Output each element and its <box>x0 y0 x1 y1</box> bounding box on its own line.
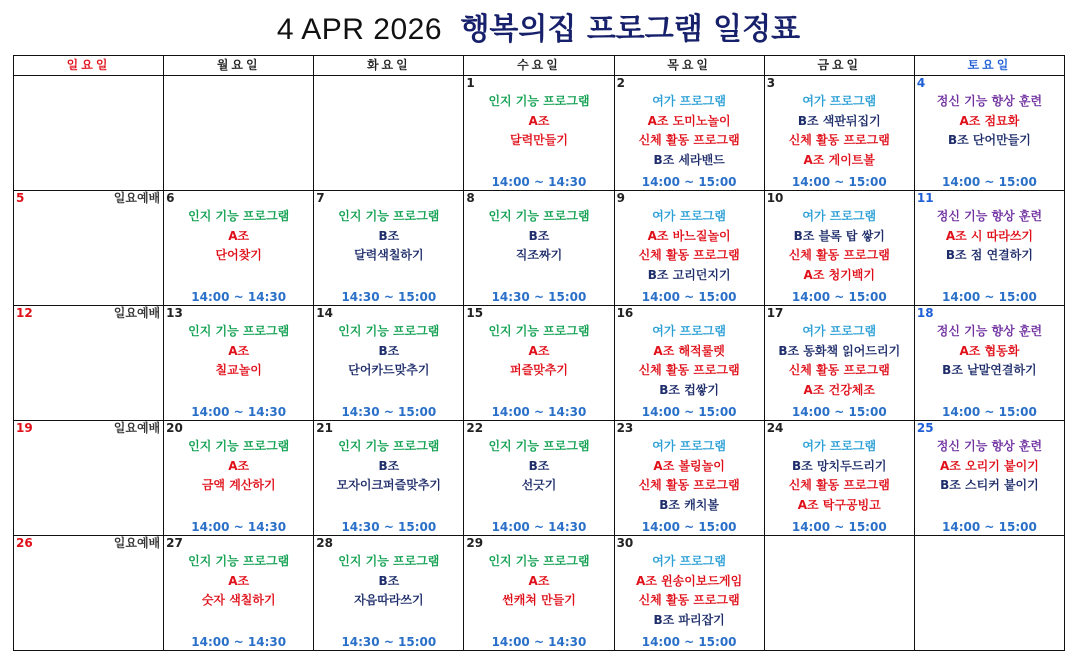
day-number: 4 <box>916 76 926 90</box>
program-line: 금액 계산하기 <box>201 478 276 492</box>
day-number: 22 <box>466 421 484 435</box>
program-line: 달력색칠하기 <box>354 248 424 262</box>
program-line: A조 게이트볼 <box>803 152 875 167</box>
program-time: 14:00 ~ 14:30 <box>191 635 287 649</box>
weekday-header-row <box>14 56 1065 76</box>
program-line: 모자이크퍼즐맞추기 <box>336 478 442 492</box>
week-row <box>14 306 1065 421</box>
program-line: 인지 기능 프로그램 <box>338 439 440 453</box>
day-number: 29 <box>466 536 484 550</box>
program-line: 여가 프로그램 <box>802 209 877 223</box>
program-time: 14:00 ~ 15:00 <box>641 290 737 304</box>
program-line: B조 동화책 읽어드리기 <box>778 343 901 358</box>
program-time: 14:00 ~ 15:00 <box>641 405 737 419</box>
program-line: 여가 프로그램 <box>652 324 726 338</box>
weekday-header: 월요일 <box>164 56 314 76</box>
day-number: 11 <box>916 191 934 205</box>
program-line: 칠교놀이 <box>215 363 262 377</box>
program-time: 14:00 ~ 15:00 <box>641 175 737 189</box>
day-cell <box>914 76 1064 191</box>
program-line: 여가 프로그램 <box>802 439 877 453</box>
program-line: 신체 활동 프로그램 <box>788 363 890 377</box>
sunday-worship-note: 일요예배 <box>113 421 161 435</box>
day-number: 14 <box>316 306 333 320</box>
day-cell <box>164 536 314 651</box>
program-time: 14:00 ~ 15:00 <box>791 290 887 304</box>
day-number: 28 <box>316 536 333 550</box>
program-line: 정신 기능 향상 훈련 <box>936 94 1043 108</box>
program-time: 14:00 ~ 14:30 <box>191 520 287 534</box>
program-line: 신체 활동 프로그램 <box>788 133 890 147</box>
program-list <box>615 437 764 515</box>
day-cell <box>164 191 314 306</box>
day-cell <box>764 76 914 191</box>
weekday-header: 금요일 <box>764 56 914 76</box>
day-cell <box>14 76 164 191</box>
program-line: 여가 프로그램 <box>652 209 726 223</box>
day-number: 8 <box>466 191 475 205</box>
day-number: 27 <box>166 536 183 550</box>
program-line: 신체 활동 프로그램 <box>638 133 740 147</box>
program-line: B조 세라밴드 <box>653 152 725 167</box>
day-number: 7 <box>316 191 325 205</box>
program-line: B조 <box>528 228 550 243</box>
day-cell <box>914 536 1064 651</box>
program-list <box>464 207 613 266</box>
program-line: A조 탁구공빙고 <box>797 497 881 512</box>
program-list <box>164 207 313 266</box>
program-list <box>314 552 463 611</box>
program-line: A조 도미노놀이 <box>647 113 731 128</box>
program-line: 정신 기능 향상 훈련 <box>936 324 1043 338</box>
day-number: 25 <box>916 421 934 435</box>
day-number: 3 <box>766 76 776 90</box>
program-time: 14:00 ~ 14:30 <box>191 405 287 419</box>
week-row <box>14 421 1065 536</box>
program-time: 14:00 ~ 14:30 <box>491 635 587 649</box>
program-time: 14:00 ~ 15:00 <box>641 635 737 649</box>
day-cell <box>764 306 914 421</box>
program-line: 인지 기능 프로그램 <box>488 209 590 223</box>
day-cell <box>464 191 614 306</box>
program-list <box>164 437 313 496</box>
day-number: 6 <box>166 191 175 205</box>
program-list <box>615 552 764 630</box>
program-list <box>615 92 764 170</box>
program-line: 여가 프로그램 <box>802 324 877 338</box>
day-number: 12 <box>16 306 33 320</box>
day-cell <box>614 76 764 191</box>
program-line: 퍼즐맞추기 <box>510 363 568 377</box>
program-line: 선긋기 <box>521 478 557 492</box>
program-time: 14:30 ~ 15:00 <box>341 290 437 304</box>
program-line: B조 블록 탑 쌓기 <box>793 228 885 243</box>
program-line: 신체 활동 프로그램 <box>638 478 740 492</box>
program-list <box>915 92 1064 151</box>
day-cell <box>464 421 614 536</box>
program-line: A조 <box>228 458 250 473</box>
day-cell <box>314 421 464 536</box>
sunday-worship-note: 일요예배 <box>113 191 161 205</box>
program-time: 14:30 ~ 15:00 <box>491 290 587 304</box>
day-number: 17 <box>766 306 784 320</box>
program-time: 14:30 ~ 15:00 <box>341 405 437 419</box>
day-number: 1 <box>466 76 475 90</box>
day-number: 18 <box>916 306 934 320</box>
program-list <box>915 207 1064 266</box>
day-cell <box>164 306 314 421</box>
program-line: A조 <box>228 573 250 588</box>
program-line: B조 컵쌓기 <box>659 382 719 397</box>
program-line: A조 <box>528 343 550 358</box>
schedule-calendar <box>13 55 1065 651</box>
week-row <box>14 76 1065 191</box>
program-line: 숫자 색칠하기 <box>201 593 276 607</box>
day-cell <box>914 421 1064 536</box>
program-list <box>464 552 613 611</box>
program-list <box>615 207 764 285</box>
weekday-header: 화요일 <box>314 56 464 76</box>
program-line: A조 건강체조 <box>803 382 875 397</box>
program-line: 정신 기능 향상 훈련 <box>936 439 1043 453</box>
weekday-header: 일요일 <box>14 56 164 76</box>
title-name: 행복의집 프로그램 일정표 <box>460 12 801 47</box>
day-number: 20 <box>166 421 183 435</box>
program-line: A조 청기백기 <box>803 267 875 282</box>
program-time: 14:00 ~ 14:30 <box>491 405 587 419</box>
program-line: 직조짜기 <box>515 248 563 262</box>
program-list <box>765 207 914 285</box>
program-line: 인지 기능 프로그램 <box>188 209 290 223</box>
program-list <box>915 437 1064 496</box>
program-list <box>164 552 313 611</box>
program-line: B조 망치두드리기 <box>792 458 887 473</box>
program-line: B조 단어만들기 <box>947 133 1031 147</box>
day-cell <box>764 191 914 306</box>
program-line: A조 윈송이보드게임 <box>636 573 743 588</box>
program-line: B조 점 연결하기 <box>945 248 1033 262</box>
day-cell <box>14 306 164 421</box>
program-line: 정신 기능 향상 훈련 <box>936 209 1043 223</box>
day-cell <box>314 76 464 191</box>
day-cell <box>614 421 764 536</box>
program-line: B조 <box>378 573 400 588</box>
program-time: 14:00 ~ 14:30 <box>491 175 587 189</box>
day-cell <box>164 421 314 536</box>
program-list <box>314 437 463 496</box>
day-number: 13 <box>166 306 183 320</box>
program-list <box>765 437 914 515</box>
program-time: 14:30 ~ 15:00 <box>341 635 437 649</box>
program-time: 14:00 ~ 15:00 <box>942 290 1037 304</box>
program-line: B조 <box>378 343 400 358</box>
day-number: 26 <box>16 536 33 550</box>
program-line: 인지 기능 프로그램 <box>488 324 590 338</box>
day-cell <box>464 306 614 421</box>
program-line: 신체 활동 프로그램 <box>788 248 890 262</box>
program-line: 여가 프로그램 <box>652 554 726 568</box>
day-cell <box>914 306 1064 421</box>
program-line: 인지 기능 프로그램 <box>488 554 590 568</box>
program-line: A조 <box>228 228 250 243</box>
calendar-body <box>14 76 1065 651</box>
page-title <box>0 4 1077 48</box>
weekday-header: 수요일 <box>464 56 614 76</box>
title-date: 4 APR 2026 <box>276 13 442 46</box>
weekday-header: 목요일 <box>614 56 764 76</box>
program-line: A조 협동화 <box>959 343 1020 358</box>
program-line: 자음따라쓰기 <box>354 593 424 607</box>
program-list <box>314 207 463 266</box>
sunday-worship-note: 일요예배 <box>113 306 161 320</box>
program-line: 인지 기능 프로그램 <box>338 324 440 338</box>
day-number: 23 <box>616 421 634 435</box>
day-cell <box>164 76 314 191</box>
program-line: 달력만들기 <box>510 133 568 147</box>
day-cell <box>764 421 914 536</box>
day-cell <box>464 536 614 651</box>
day-number: 16 <box>616 306 634 320</box>
program-line: A조 볼링놀이 <box>653 458 725 473</box>
program-line: 인지 기능 프로그램 <box>188 324 290 338</box>
program-line: A조 오리기 붙이기 <box>940 458 1039 473</box>
program-time: 14:00 ~ 15:00 <box>641 520 737 534</box>
program-line: 인지 기능 프로그램 <box>488 439 590 453</box>
program-line: 여가 프로그램 <box>802 94 877 108</box>
program-list <box>765 92 914 170</box>
program-list <box>615 322 764 400</box>
program-line: 인지 기능 프로그램 <box>338 554 440 568</box>
program-line: 여가 프로그램 <box>652 439 726 453</box>
program-line: 인지 기능 프로그램 <box>188 554 290 568</box>
program-line: B조 색판뒤집기 <box>797 113 881 128</box>
program-time: 14:00 ~ 14:30 <box>191 290 287 304</box>
program-line: A조 시 따라쓰기 <box>945 228 1034 243</box>
weekday-header: 토요일 <box>914 56 1064 76</box>
program-time: 14:00 ~ 14:30 <box>491 520 587 534</box>
program-line: 신체 활동 프로그램 <box>638 593 740 607</box>
program-line: A조 <box>228 343 250 358</box>
program-line: 여가 프로그램 <box>652 94 726 108</box>
day-number: 2 <box>616 76 625 90</box>
program-time: 14:00 ~ 15:00 <box>942 520 1037 534</box>
program-line: B조 <box>528 458 550 473</box>
program-line: A조 <box>528 573 550 588</box>
day-cell <box>614 536 764 651</box>
day-cell <box>464 76 614 191</box>
program-list <box>464 92 613 151</box>
program-time: 14:00 ~ 15:00 <box>791 520 887 534</box>
program-line: A조 점묘화 <box>959 113 1020 128</box>
day-cell <box>14 421 164 536</box>
day-cell <box>614 191 764 306</box>
day-number: 5 <box>16 191 25 205</box>
program-line: 인지 기능 프로그램 <box>488 94 590 108</box>
program-line: A조 <box>528 113 550 128</box>
program-list <box>464 322 613 381</box>
program-line: 단어카드맞추기 <box>348 363 430 377</box>
day-number: 9 <box>616 191 625 205</box>
day-cell <box>14 191 164 306</box>
day-number: 10 <box>766 191 784 205</box>
program-list <box>464 437 613 496</box>
program-line: 썬캐쳐 만들기 <box>502 593 576 607</box>
program-line: B조 파리잡기 <box>653 612 725 627</box>
day-number: 21 <box>316 421 333 435</box>
program-line: B조 고리던지기 <box>647 267 731 282</box>
week-row <box>14 536 1065 651</box>
program-line: 신체 활동 프로그램 <box>788 478 890 492</box>
program-line: A조 바느질놀이 <box>647 228 731 243</box>
program-time: 14:30 ~ 15:00 <box>341 520 437 534</box>
program-time: 14:00 ~ 15:00 <box>791 175 887 189</box>
day-number: 30 <box>616 536 634 550</box>
day-cell <box>914 191 1064 306</box>
program-list <box>765 322 914 400</box>
day-cell <box>14 536 164 651</box>
program-time: 14:00 ~ 15:00 <box>942 175 1037 189</box>
day-number: 15 <box>466 306 484 320</box>
day-number: 24 <box>766 421 784 435</box>
day-cell <box>614 306 764 421</box>
program-line: B조 <box>378 458 400 473</box>
program-line: B조 캐치볼 <box>659 497 719 512</box>
program-line: B조 낱말연결하기 <box>942 363 1037 377</box>
day-cell <box>314 306 464 421</box>
program-list <box>164 322 313 381</box>
sunday-worship-note: 일요예배 <box>113 536 161 550</box>
day-cell <box>764 536 914 651</box>
program-line: 인지 기능 프로그램 <box>338 209 440 223</box>
day-cell <box>314 536 464 651</box>
week-row <box>14 191 1065 306</box>
program-line: 인지 기능 프로그램 <box>188 439 290 453</box>
program-line: B조 스티커 붙이기 <box>940 478 1039 492</box>
day-cell <box>314 191 464 306</box>
program-line: A조 해적룰렛 <box>653 343 725 358</box>
program-time: 14:00 ~ 15:00 <box>791 405 887 419</box>
program-time: 14:00 ~ 15:00 <box>942 405 1037 419</box>
program-list <box>314 322 463 381</box>
program-line: B조 <box>378 228 400 243</box>
program-line: 신체 활동 프로그램 <box>638 363 740 377</box>
program-line: 단어찾기 <box>215 248 262 262</box>
day-number: 19 <box>16 421 33 435</box>
program-line: 신체 활동 프로그램 <box>638 248 740 262</box>
program-list <box>915 322 1064 381</box>
